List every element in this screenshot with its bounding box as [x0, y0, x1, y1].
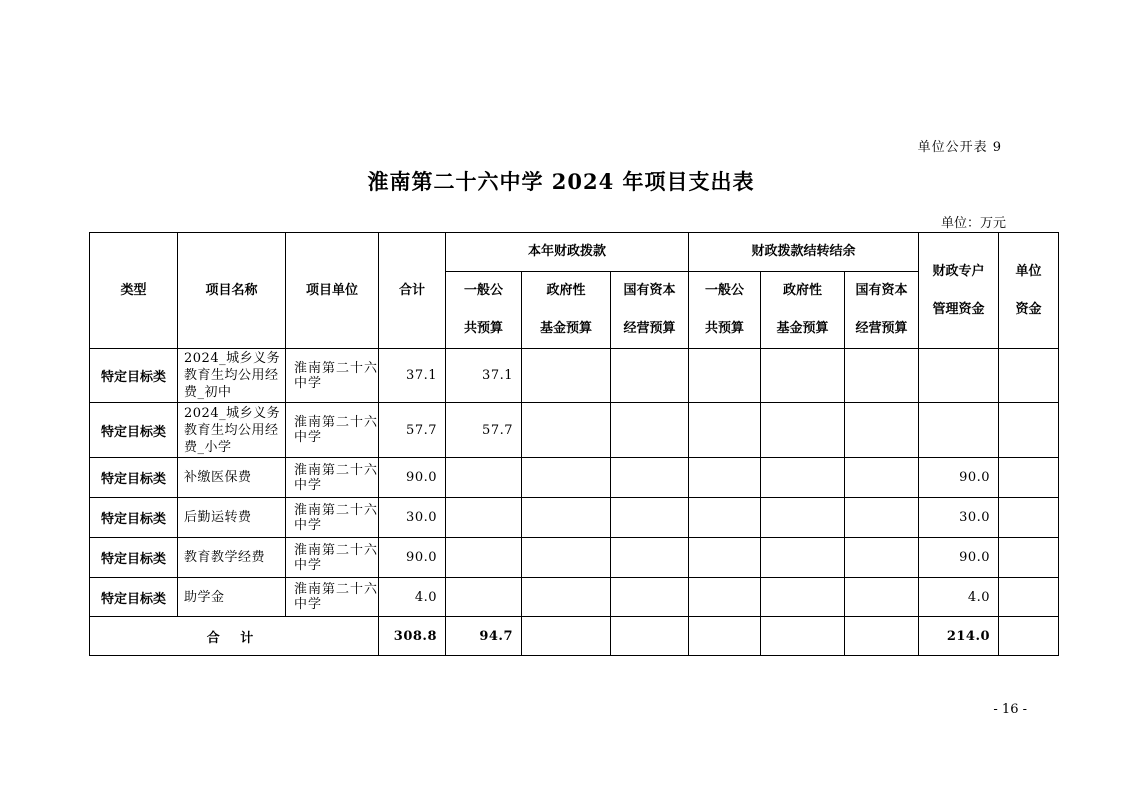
row-type: 特定目标类 — [90, 498, 178, 538]
row-project-name: 补缴医保费 — [178, 458, 286, 498]
row-project-dept: 淮南第二十六中学 — [286, 458, 379, 498]
header-carry-state-capital — [845, 272, 919, 349]
header-carry-general-budget-line2: 共预算 — [705, 321, 745, 336]
row-special-account — [919, 349, 999, 403]
table-row — [90, 538, 1059, 578]
table-row — [90, 403, 1059, 458]
header-project-dept: 项目单位 — [286, 233, 379, 349]
row-general-budget — [446, 578, 522, 617]
header-special-account-line2: 管理资金 — [932, 301, 985, 317]
table-row — [90, 458, 1059, 498]
totals-total: 308.8 — [379, 617, 446, 656]
table-row — [90, 498, 1059, 538]
row-project-dept: 淮南第二十六中学 — [286, 403, 379, 458]
header-total: 合计 — [379, 233, 446, 349]
row-special-account — [919, 403, 999, 458]
form-number: 单位公开表 9 — [917, 140, 1002, 155]
row-general-budget: 57.7 — [446, 403, 522, 458]
row-total: 4.0 — [379, 578, 446, 617]
header-state-capital-line2: 经营预算 — [623, 321, 676, 336]
row-project-name: 助学金 — [178, 578, 286, 617]
header-general-budget-line2: 共预算 — [463, 321, 503, 336]
row-project-dept: 淮南第二十六中学 — [286, 498, 379, 538]
header-state-capital — [611, 272, 689, 349]
row-type: 特定目标类 — [90, 403, 178, 458]
row-project-name: 教育教学经费 — [178, 538, 286, 578]
table-row — [90, 578, 1059, 617]
totals-special-account: 214.0 — [919, 617, 999, 656]
row-special-account: 90.0 — [919, 538, 999, 578]
header-gov-fund-line2: 基金预算 — [539, 321, 592, 336]
row-project-dept: 淮南第二十六中学 — [286, 578, 379, 617]
totals-general-budget: 94.7 — [446, 617, 522, 656]
row-general-budget: 37.1 — [446, 349, 522, 403]
row-type: 特定目标类 — [90, 538, 178, 578]
row-project-name: 2024_城乡义务教育生均公用经费_初中 — [178, 349, 286, 403]
row-project-dept: 淮南第二十六中学 — [286, 538, 379, 578]
header-special-account — [919, 233, 999, 349]
row-type: 特定目标类 — [90, 349, 178, 403]
header-carry-general-budget — [689, 272, 761, 349]
row-special-account: 30.0 — [919, 498, 999, 538]
page-number: - 16 - — [993, 702, 1027, 717]
row-special-account: 90.0 — [919, 458, 999, 498]
header-carryover-group: 财政拨款结转结余 — [689, 233, 919, 272]
header-carry-gov-fund-line2: 基金预算 — [776, 321, 829, 336]
header-carry-state-capital-line1: 国有资本 — [855, 283, 908, 298]
header-type: 类型 — [90, 233, 178, 349]
header-project-name: 项目名称 — [178, 233, 286, 349]
row-general-budget — [446, 538, 522, 578]
row-total: 90.0 — [379, 538, 446, 578]
header-unit-fund-line1: 单位 — [1015, 263, 1042, 279]
row-total: 30.0 — [379, 498, 446, 538]
row-project-dept: 淮南第二十六中学 — [286, 349, 379, 403]
header-gov-fund-line1: 政府性 — [546, 283, 586, 298]
header-unit-fund — [999, 233, 1059, 349]
page-title: 淮南第二十六中学 2024 年项目支出表 — [367, 169, 755, 194]
header-current-year-group: 本年财政拨款 — [446, 233, 689, 272]
header-general-budget-line1: 一般公 — [463, 283, 503, 298]
row-total: 90.0 — [379, 458, 446, 498]
header-carry-state-capital-line2: 经营预算 — [855, 321, 908, 336]
header-general-budget — [446, 272, 522, 349]
header-gov-fund — [522, 272, 611, 349]
header-carry-gov-fund-line1: 政府性 — [783, 283, 823, 298]
row-project-name: 后勤运转费 — [178, 498, 286, 538]
row-type: 特定目标类 — [90, 578, 178, 617]
table-row — [90, 349, 1059, 403]
row-total: 57.7 — [379, 403, 446, 458]
header-state-capital-line1: 国有资本 — [623, 283, 676, 298]
header-carry-general-budget-line1: 一般公 — [705, 283, 745, 298]
header-carry-gov-fund — [761, 272, 845, 349]
header-special-account-line1: 财政专户 — [932, 263, 985, 279]
row-general-budget — [446, 498, 522, 538]
header-unit-fund-line2: 资金 — [1015, 301, 1042, 317]
unit-label: 单位：万元 — [940, 216, 1006, 231]
row-general-budget — [446, 458, 522, 498]
row-project-name: 2024_城乡义务教育生均公用经费_小学 — [178, 403, 286, 458]
project-expenditure-table — [89, 232, 1059, 656]
totals-row — [90, 617, 1059, 656]
row-type: 特定目标类 — [90, 458, 178, 498]
row-total: 37.1 — [379, 349, 446, 403]
totals-label: 合 计 — [90, 617, 379, 656]
row-special-account: 4.0 — [919, 578, 999, 617]
